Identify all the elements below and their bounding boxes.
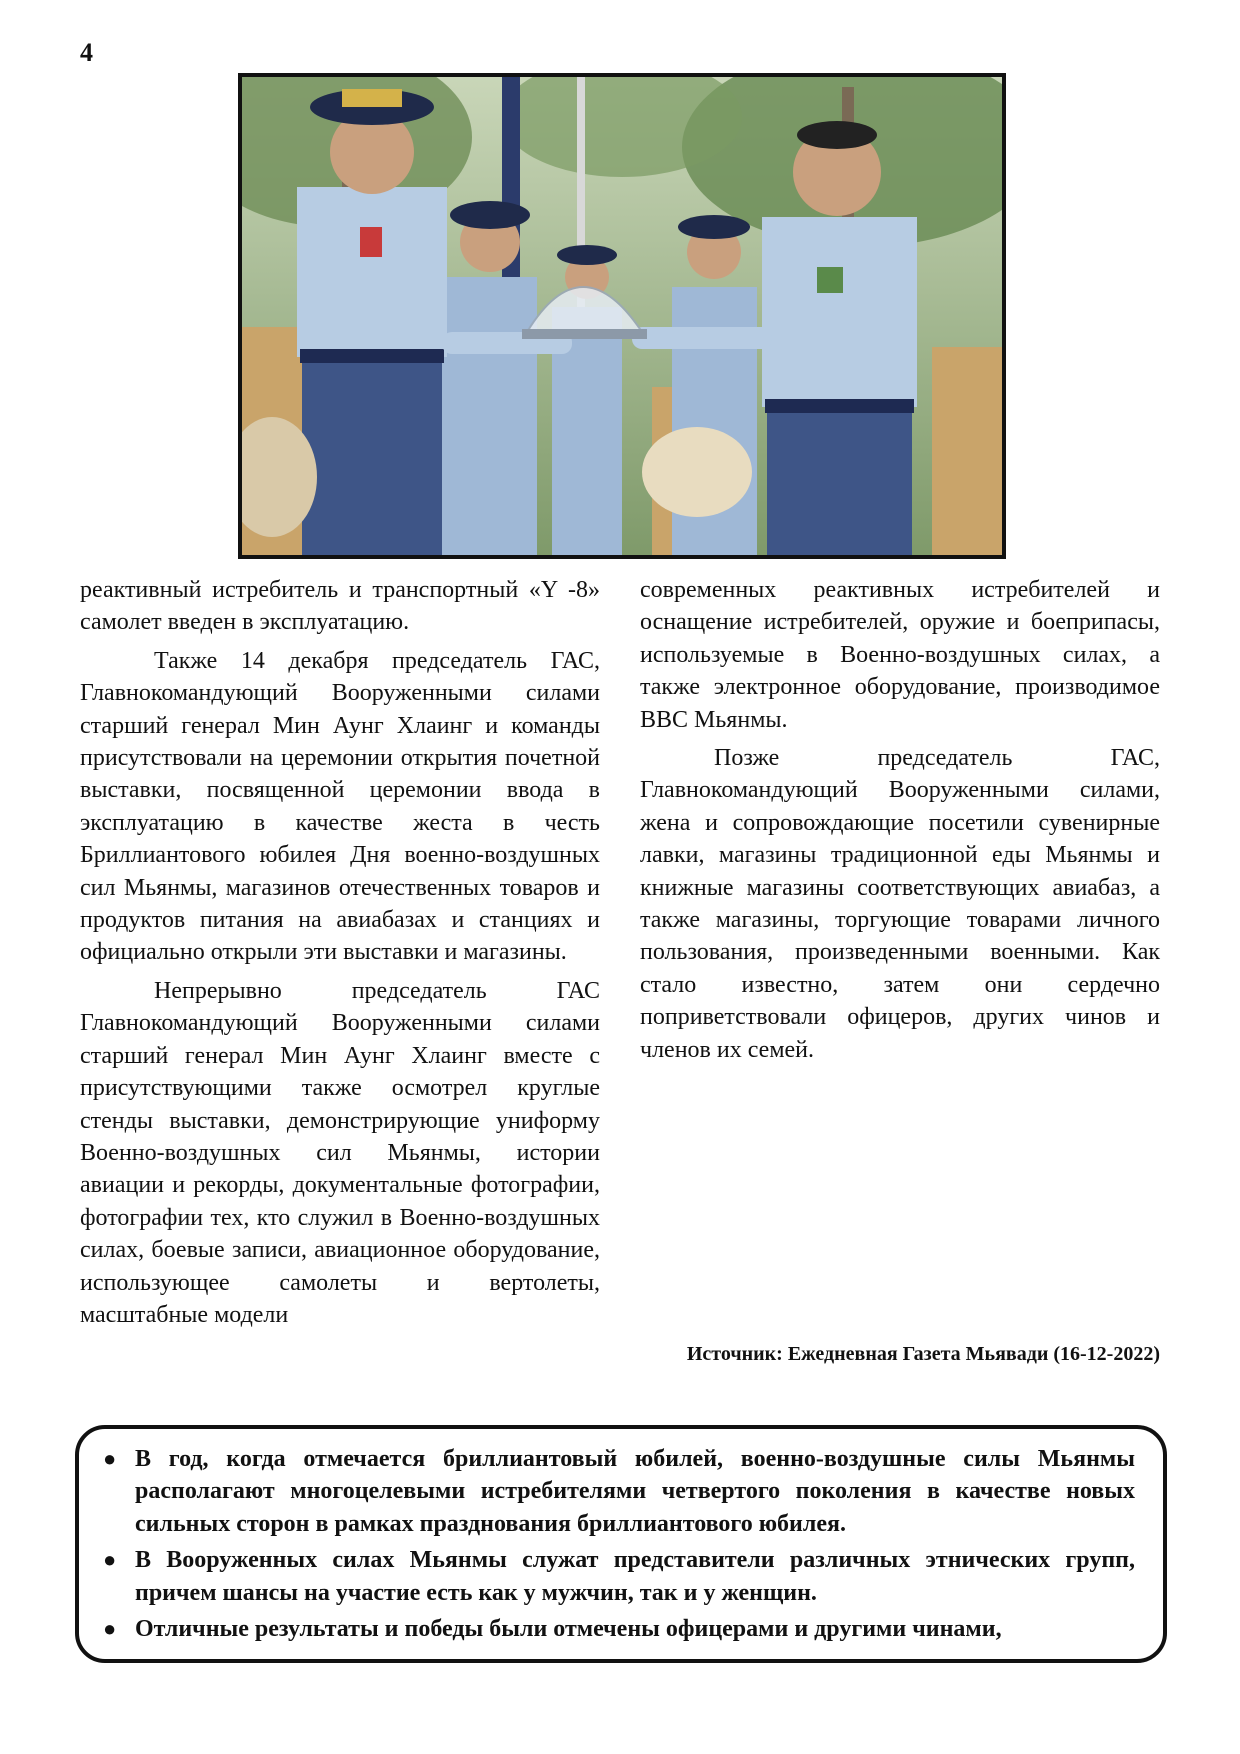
left-column xyxy=(80,574,600,1337)
right-column xyxy=(640,574,1160,1072)
source-citation: Источник: Ежедневная Газета Мьявади (16-12-2022) xyxy=(686,1343,1160,1365)
highlight-item xyxy=(97,1613,1135,1645)
highlight-text: В Вооруженных силах Мьянмы служат представители различных этнических групп, причем шансы на участие есть как у мужчин, так и у женщин. xyxy=(135,1547,1135,1606)
right-paragraph-2: Позже председатель ГАС, Главнокомандующий Вооруженными силами, жена и сопровождающие посетили сувенирные лавки, магазины традиционной еды Мьянмы и книжные магазины соответствующих авиабаз, а также магазины, торгующие товарами личного пользования, произведенными военными. Как стало известно, затем они сердечно поприветствовали офицеров, других чинов и членов их семей. xyxy=(640,745,1160,1063)
highlight-item xyxy=(97,1443,1135,1540)
photo-ceremony-icon xyxy=(242,77,1002,555)
left-paragraph-2: Также 14 декабря председатель ГАС, Главнокомандующий Вооруженными силами старший генерал Мин Аунг Хлаинг и команды присутствовали на церемонии открытия почетной выставки, посвященной церемонии ввода в эксплуатацию в качестве жеста в честь Бриллиантового юбилея Дня военно-воздушных сил Мьянмы, магазинов отечественных товаров и продуктов питания на авиабазах и станциях и официально открыли эти выставки и магазины. xyxy=(80,647,600,966)
left-paragraph-1: реактивный истребитель и транспортный «Y -8» самолет введен в эксплуатацию. xyxy=(80,577,600,636)
highlights-box xyxy=(75,1425,1167,1663)
highlights-list xyxy=(97,1443,1135,1645)
bullet-icon: ● xyxy=(103,1446,117,1471)
page-number: 4 xyxy=(80,38,93,67)
right-paragraph-1: современных реактивных истребителей и оснащение истребителей, оружие и боеприпасы, используемые в Военно-воздушных силах, а также электронное оборудование, производимое ВВС Мьянмы. xyxy=(640,577,1160,733)
bullet-icon: ● xyxy=(103,1547,117,1573)
ceremony-photo xyxy=(238,73,1006,559)
highlight-item xyxy=(97,1544,1135,1609)
left-paragraph-3: Непрерывно председатель ГАС Главнокомандующий Вооруженными силами старший генерал Мин Аунг Хлаинг вместе с присутствующими также осмотрел круглые стенды выставки, демонстрирующие униформу Военно-воздушных сил Мьянмы, истории авиации и рекорды, документальные фотографии, фотографии тех, кто служил в Военно-воздушных силах, боевые записи, авиационное оборудование, использующее самолеты и вертолеты, масштабные модели xyxy=(80,977,600,1328)
bullet-icon: ● xyxy=(103,1616,117,1642)
highlight-text: В год, когда отмечается бриллиантовый юбилей, военно-воздушные силы Мьянмы располагают многоцелевыми истребителями четвертого поколения в качестве новых сильных сторон в рамках празднования бриллиантового юбилея. xyxy=(135,1446,1135,1537)
highlight-text: Отличные результаты и победы были отмечены офицерами и другими чинами, xyxy=(135,1616,1002,1643)
